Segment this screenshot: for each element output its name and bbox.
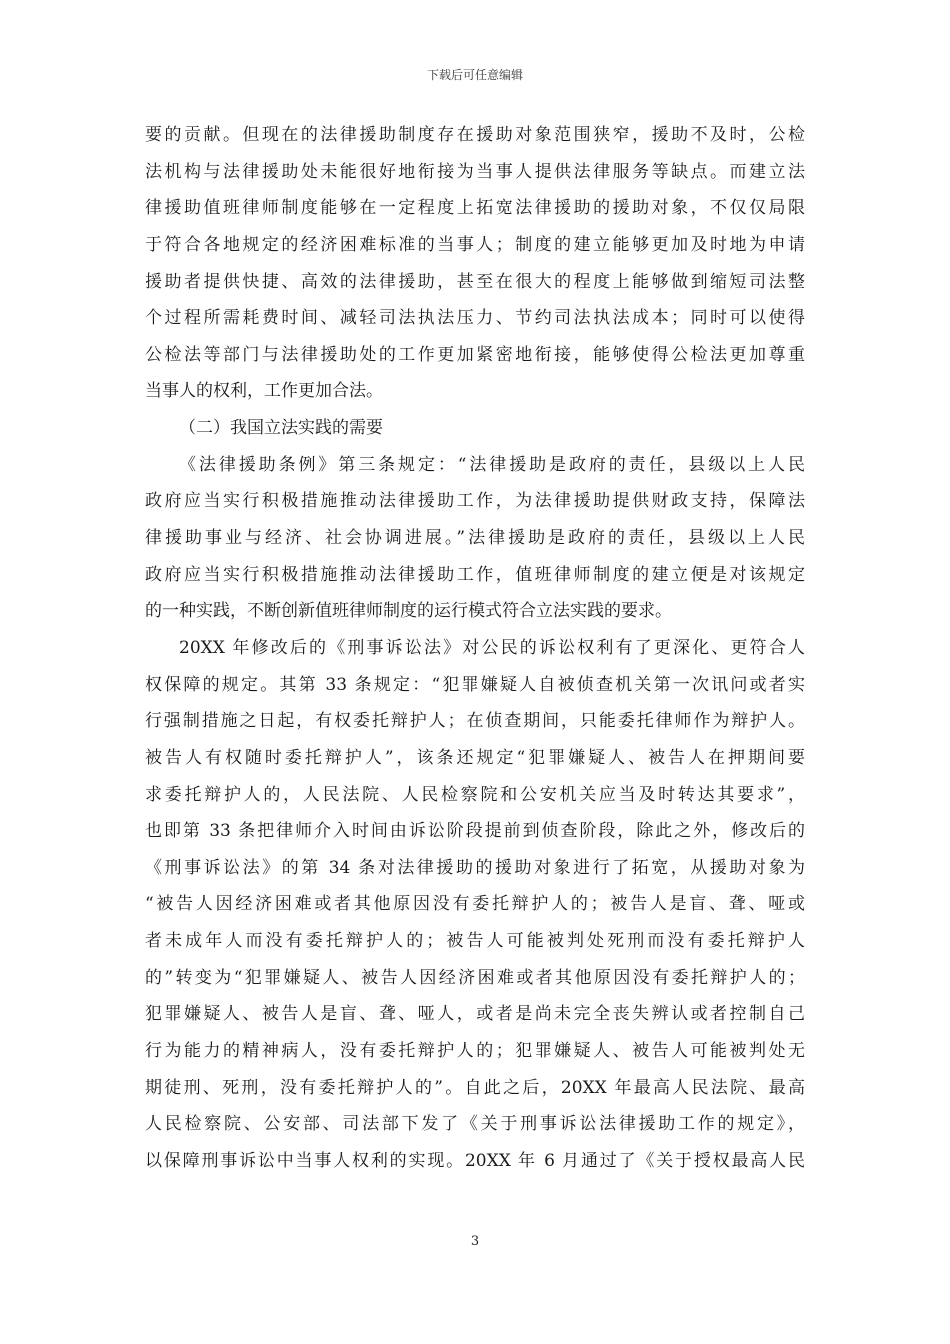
text-line: 当事人的权利，工作更加合法。 (145, 381, 383, 402)
page-header: 下载后可任意编辑 (426, 68, 523, 82)
page-number: 3 (470, 1234, 480, 1249)
text-line: 《刑事诉讼法》的第 34 条对法律援助的援助对象进行了拓宽，从援助对象为 (145, 857, 805, 878)
text-line: 个过程所需耗费时间、减轻司法执法压力、节约司法执法成本；同时可以使得 (145, 308, 805, 329)
text-line: 法机构与法律援助处未能很好地衔接为当事人提供法律服务等缺点。而建立法 (145, 161, 805, 182)
text-line: 者未成年人而没有委托辩护人的；被告人可能被判处死刑而没有委托辩护人 (145, 931, 805, 952)
text-line: 《法律援助条例》第三条规定：“法律援助是政府的责任，县级以上人民 (179, 454, 805, 475)
text-line: 政府应当实行积极措施推动法律援助工作，值班律师制度的建立便是对该规定 (145, 564, 805, 585)
text-line: 援助者提供快捷、高效的法律援助，甚至在很大的程度上能够做到缩短司法整 (145, 271, 805, 292)
text-line: （二）我国立法实践的需要 (179, 418, 383, 439)
text-line: 犯罪嫌疑人、被告人是盲、聋、哑人，或者是尚未完全丧失辨认或者控制自己 (145, 1004, 805, 1025)
text-line: 的”转变为“犯罪嫌疑人、被告人因经济困难或者其他原因没有委托辩护人的； (145, 967, 805, 988)
text-line: 行强制措施之日起，有权委托辩护人；在侦查期间，只能委托律师作为辩护人。 (145, 711, 805, 732)
text-line: “被告人因经济困难或者其他原因没有委托辩护人的；被告人是盲、聋、哑或 (145, 894, 805, 915)
text-line: 的一种实践，不断创新值班律师制度的运行模式符合立法实践的要求。 (145, 601, 672, 622)
text-line: 20XX 年修改后的《刑事诉讼法》对公民的诉讼权利有了更深化、更符合人 (179, 637, 805, 658)
text-line: 政府应当实行积极措施推动法律援助工作，为法律援助提供财政支持，保障法 (145, 491, 805, 512)
text-line: 于符合各地规定的经济困难标准的当事人；制度的建立能够更加及时地为申请 (145, 234, 805, 255)
text-line: 行为能力的精神病人，没有委托辩护人的；犯罪嫌疑人、被告人可能被判处无 (145, 1041, 805, 1062)
text-line: 被告人有权随时委托辩护人”，该条还规定“犯罪嫌疑人、被告人在押期间要 (145, 747, 805, 768)
text-line: 律援助事业与经济、社会协调进展。”法律援助是政府的责任，县级以上人民 (145, 528, 805, 549)
body-text (145, 117, 805, 1180)
text-line: 权保障的规定。其第 33 条规定：“犯罪嫌疑人自被侦查机关第一次讯问或者实 (145, 674, 805, 695)
text-line: 以保障刑事诉讼中当事人权利的实现。20XX 年 6 月通过了《关于授权最高人民 (145, 1150, 805, 1171)
text-line: 律援助值班律师制度能够在一定程度上拓宽法律援助的援助对象，不仅仅局限 (145, 198, 805, 219)
text-line: 求委托辩护人的，人民法院、人民检察院和公安机关应当及时转达其要求”， (145, 784, 805, 805)
text-line: 期徒刑、死刑，没有委托辩护人的”。自此之后，20XX 年最高人民法院、最高 (145, 1077, 805, 1098)
text-line: 也即第 33 条把律师介入时间由诉讼阶段提前到侦查阶段，除此之外，修改后的 (145, 821, 805, 842)
text-line: 公检法等部门与法律援助处的工作更加紧密地衔接，能够使得公检法更加尊重 (145, 344, 805, 365)
text-line: 人民检察院、公安部、司法部下发了《关于刑事诉讼法律援助工作的规定》， (145, 1114, 805, 1135)
text-line: 要的贡献。但现在的法律援助制度存在援助对象范围狭窄，援助不及时，公检 (145, 125, 805, 145)
